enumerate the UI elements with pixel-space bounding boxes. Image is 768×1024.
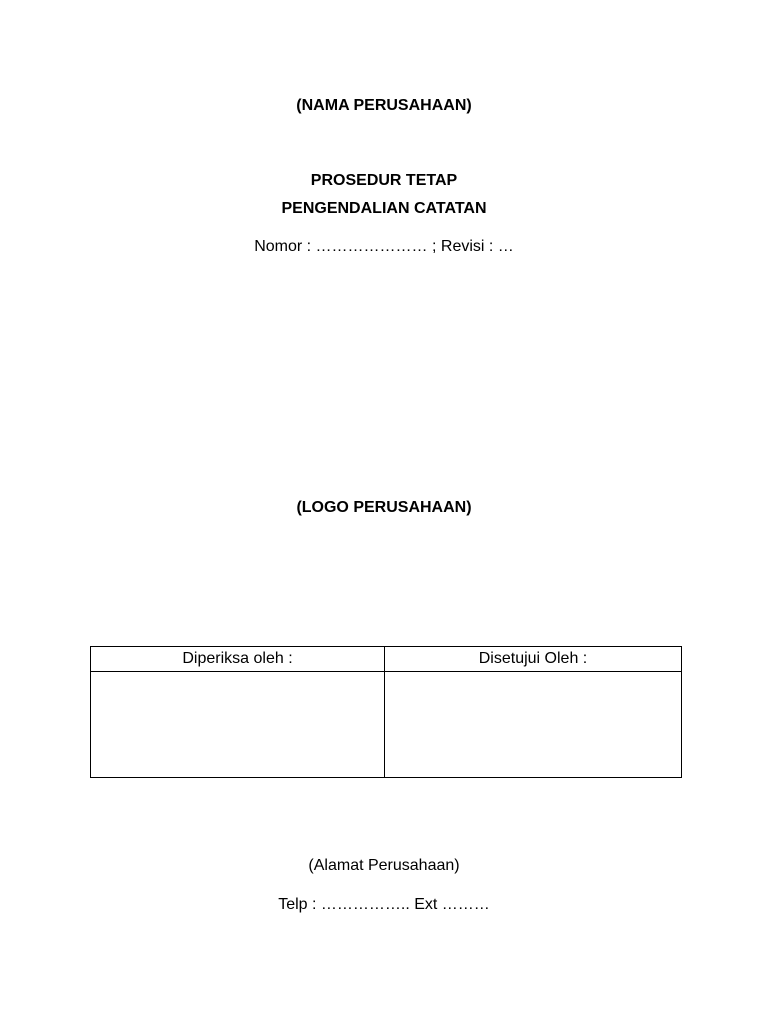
phone-extension-line: Telp : …………….. Ext ……… (278, 896, 490, 913)
company-name: (NAMA PERUSAHAAN) (296, 97, 472, 114)
document-number-revision: Nomor : ………………… ; Revisi : … (254, 238, 514, 255)
procedure-title-line-1: PROSEDUR TETAP (310, 172, 458, 189)
reviewed-by-header: Diperiksa oleh : (91, 647, 385, 672)
company-logo-placeholder: (LOGO PERUSAHAAN) (296, 499, 472, 516)
reviewed-by-signature-area (91, 672, 385, 778)
approved-by-header: Disetujui Oleh : (385, 647, 682, 672)
signature-table-body-row (91, 672, 682, 778)
procedure-title-line-2: PENGENDALIAN CATATAN (281, 200, 487, 217)
company-address: (Alamat Perusahaan) (308, 857, 460, 874)
signature-table (90, 646, 682, 778)
signature-table-header-row (91, 647, 682, 672)
approved-by-signature-area (385, 672, 682, 778)
